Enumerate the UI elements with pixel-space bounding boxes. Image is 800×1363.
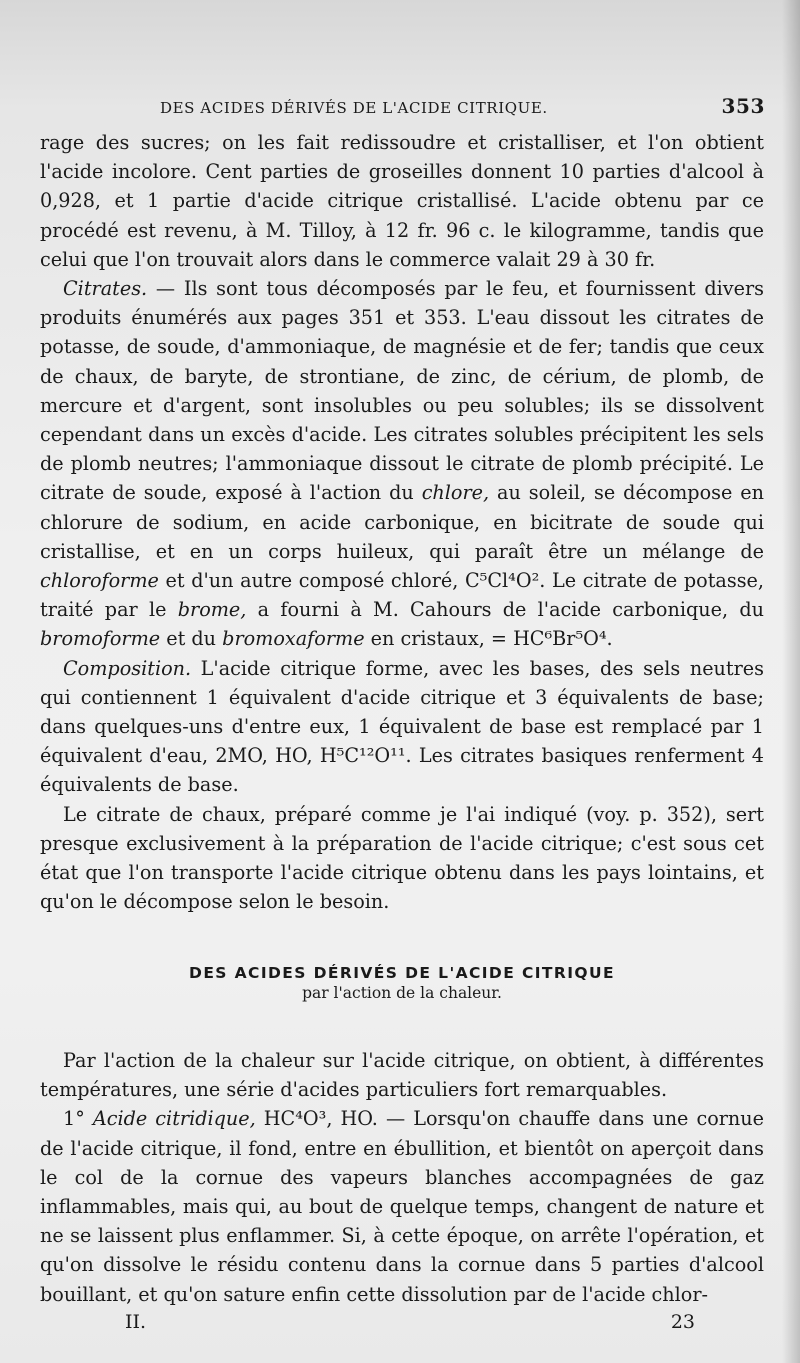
body-text-top xyxy=(40,128,764,916)
running-title: DES ACIDES DÉRIVÉS DE L'ACIDE CITRIQUE. xyxy=(160,99,548,117)
paragraph-composition: Composition. L'acide citrique forme, avec les bases, des sels neutres qui contiennent 1 équivalent d'acide citrique et 3 équivalents de base; dans quelques-uns d'entre eux, 1 équivalent de base est remplacé par 1 équivalent d'eau, 2MO, HO, H⁵C¹²O¹¹. Les citrates basiques renferment 4 équivalents de base. xyxy=(40,656,764,797)
section-subtitle: par l'action de la chaleur. xyxy=(302,984,502,1002)
paragraph: rage des sucres; on les fait redissoudre et cristalliser, et l'on obtient l'acide incolore. Cent parties de groseilles donnent 10 parties d'alcool à 0,928, et 1 partie d'acide citrique cristallisé. L'acide obtenu par ce procédé est revenu, à M. Tilloy, à 12 fr. 96 c. le kilogramme, tandis que celui que l'on trouvait alors dans le commerce valait 29 à 30 fr. xyxy=(40,131,764,271)
page-number: 353 xyxy=(721,94,765,118)
signature-mark: 23 xyxy=(670,1311,695,1333)
paragraph-lead: Citrates. xyxy=(63,277,148,301)
paragraph: Le citrate de chaux, préparé comme je l'ai indiqué (voy. p. 352), sert presque exclusivement à la préparation de l'acide citrique; c'est sous cet état que l'on transporte l'acide citrique obtenu dans les pays lointains, et qu'on le décompose selon le besoin. xyxy=(40,802,764,914)
paragraph-citrates: Citrates. — Ils sont tous décomposés par le feu, et fournissent divers produits énumérés aux pages 351 et 353. L'eau dissout les citrates de potasse, de soude, d'ammoniaque, de magnésie et de fer; tandis que ceux de chaux, de baryte, de strontiane, de zinc, de cérium, de plomb, de mercure et d'argent, sont insolubles ou peu solubles; ils se dissolvent cependant dans un excès d'acide. Les citrates solubles précipitent les sels de plomb neutres; l'ammoniaque dissout le citrate de plomb précipité. Le citrate de soude, exposé à l'action du chlore, au soleil, se décompose en chlorure de sodium, en acide carbonique, en bicitrate de soude qui cristallise, et en un corps huileux, qui paraît être un mélange de chloroforme et d'un autre composé chloré, C⁵Cl⁴O². Le citrate de potasse, traité par le brome, a fourni à M. Cahours de l'acide carbonique, du bromoforme et du bromoxaforme en cristaux, = HC⁶Br⁵O⁴. xyxy=(40,277,764,651)
volume-mark: II. xyxy=(125,1311,147,1333)
paragraph-acide-citridique: 1° Acide citridique, HC⁴O³, HO. — Lorsqu'on chauffe dans une cornue de l'acide citrique, il fond, entre en ébullition, et bientôt on aperçoit dans le col de la cornue des vapeurs blanches accompagnées de gaz inflammables, mais qui, au bout de quelque temps, changent de nature et ne se laissent plus enflammer. Si, à cette époque, on arrête l'opération, et qu'on dissolve le résidu contenu dans la cornue dans 5 parties d'alcool bouillant, et qu'on sature enfin cette dissolution par de l'acide chlor- xyxy=(40,1107,765,1306)
paragraph-lead: Acide citridique, xyxy=(92,1107,256,1131)
page-footer xyxy=(125,1311,695,1333)
section-heading xyxy=(40,964,764,1002)
section-title: DES ACIDES DÉRIVÉS DE L'ACIDE CITRIQUE xyxy=(189,964,615,982)
page-edge-shadow xyxy=(782,0,800,1363)
running-header xyxy=(160,94,765,118)
body-text-bottom xyxy=(40,1046,764,1309)
paragraph-lead: Composition. xyxy=(63,656,192,680)
paragraph: Par l'action de la chaleur sur l'acide citrique, on obtient, à différentes températures, une série d'acides particuliers fort remarquables. xyxy=(40,1049,764,1102)
